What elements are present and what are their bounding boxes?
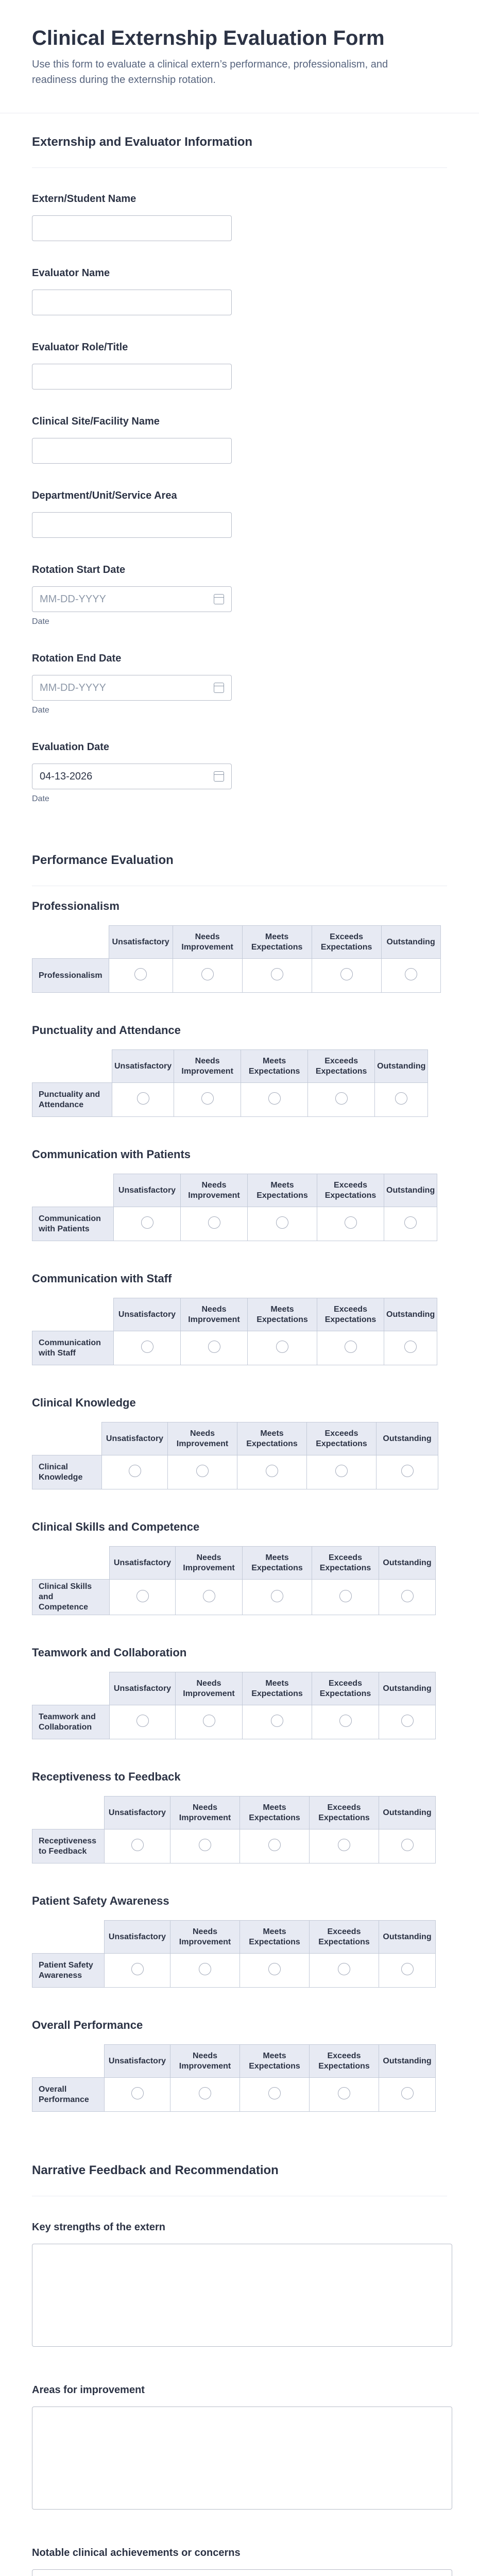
matrix-cell — [109, 959, 173, 993]
matrix-column-header: Outstanding — [375, 1050, 428, 1083]
textarea-field — [32, 2534, 447, 2576]
date-input[interactable] — [32, 764, 232, 789]
matrix-label: Clinical Knowledge — [32, 1396, 136, 1409]
matrix-cell — [170, 2078, 240, 2112]
matrix-cell — [384, 1331, 437, 1365]
matrix-cell — [114, 1331, 181, 1365]
text-input[interactable] — [32, 438, 232, 464]
matrix-label: Receptiveness to Feedback — [32, 1770, 181, 1783]
matrix-cell — [375, 1083, 428, 1117]
matrix-cell — [110, 1580, 176, 1615]
rating-radio[interactable] — [196, 1465, 209, 1477]
field-label: Rotation Start Date — [32, 564, 126, 575]
matrix-cell — [312, 1705, 379, 1739]
matrix-cell — [181, 1207, 248, 1241]
section-title: Performance Evaluation — [32, 832, 447, 886]
section-extern-info — [0, 113, 479, 804]
matrix-cell — [308, 1083, 375, 1117]
matrix-corner — [32, 1422, 102, 1455]
matrix-column-header: Exceeds Expectations — [312, 926, 381, 959]
matrix-cell — [312, 959, 381, 993]
matrix-corner — [32, 926, 109, 959]
rating-matrix — [32, 1147, 447, 1241]
section-performance — [0, 832, 479, 2112]
matrix-column-header: Unsatisfactory — [112, 1050, 174, 1083]
matrix-column-header: Unsatisfactory — [109, 926, 173, 959]
rating-radio[interactable] — [203, 1715, 215, 1727]
rating-radio[interactable] — [401, 1839, 414, 1851]
matrix-cell — [114, 1207, 181, 1241]
rating-radio[interactable] — [338, 1839, 350, 1851]
rating-radio[interactable] — [268, 1092, 281, 1105]
matrix-cell — [310, 1954, 379, 1988]
rating-radio[interactable] — [276, 1341, 288, 1353]
field-label: Clinical Site/Facility Name — [32, 416, 160, 427]
text-input[interactable] — [32, 512, 232, 538]
matrix-column-header: Meets Expectations — [242, 926, 312, 959]
rating-radio[interactable] — [134, 968, 147, 980]
matrix-row-label: Clinical Skills and Competence — [32, 1580, 110, 1615]
feedback-textarea[interactable] — [32, 2569, 452, 2576]
matrix-cell — [105, 2078, 170, 2112]
rating-radio[interactable] — [339, 1715, 352, 1727]
form-description: Use this form to evaluate a clinical extern’s performance, professionalism, and readiness during the externship rotation. — [32, 59, 388, 86]
date-input[interactable] — [32, 586, 232, 612]
matrix-cell — [240, 1829, 310, 1863]
form-title: Clinical Externship Evaluation Form — [32, 27, 385, 49]
rating-radio[interactable] — [266, 1465, 278, 1477]
matrix-cell — [317, 1331, 384, 1365]
matrix-cell — [379, 1580, 436, 1615]
matrix-column-header: Needs Improvement — [181, 1174, 248, 1207]
matrix-cell — [312, 1580, 379, 1615]
matrix-cell — [105, 1954, 170, 1988]
rating-radio[interactable] — [338, 1963, 350, 1975]
matrix-cell — [243, 1705, 312, 1739]
rating-radio[interactable] — [199, 2087, 211, 2099]
matrix-cell — [176, 1705, 243, 1739]
matrix-column-header: Meets Expectations — [243, 1672, 312, 1705]
matrix-column-header: Meets Expectations — [243, 1547, 312, 1580]
matrix-cell — [379, 1954, 436, 1988]
date-value: 04-13-2026 — [40, 770, 93, 782]
matrix-cell — [307, 1455, 377, 1489]
matrix-cell — [102, 1455, 168, 1489]
matrix-table — [32, 1298, 437, 1365]
matrix-column-header: Needs Improvement — [168, 1422, 237, 1455]
matrix-cell — [174, 1083, 241, 1117]
matrix-column-header: Exceeds Expectations — [307, 1422, 377, 1455]
matrix-row-label: Overall Performance — [32, 2078, 105, 2112]
section-title: Externship and Evaluator Information — [32, 113, 447, 168]
matrix-column-header: Exceeds Expectations — [310, 1921, 379, 1954]
rating-matrix — [32, 1395, 447, 1489]
matrix-cell — [248, 1207, 317, 1241]
matrix-cell — [242, 959, 312, 993]
matrix-column-header: Exceeds Expectations — [317, 1298, 384, 1331]
rating-radio[interactable] — [268, 1963, 281, 1975]
matrix-column-header: Meets Expectations — [241, 1050, 308, 1083]
matrix-table — [32, 1672, 436, 1739]
matrix-column-header: Exceeds Expectations — [308, 1050, 375, 1083]
matrix-cell — [105, 1829, 170, 1863]
matrix-column-header: Needs Improvement — [181, 1298, 248, 1331]
rating-matrix — [32, 1271, 447, 1365]
matrix-column-header: Exceeds Expectations — [310, 2045, 379, 2078]
rating-matrix — [32, 1893, 447, 1988]
rating-matrix — [32, 1769, 447, 1863]
calendar-icon[interactable] — [214, 594, 224, 604]
matrix-corner — [32, 2045, 105, 2078]
date-field — [32, 640, 447, 715]
calendar-icon[interactable] — [214, 683, 224, 693]
matrix-cell — [310, 2078, 379, 2112]
matrix-column-header: Outstanding — [379, 1672, 436, 1705]
matrix-cell — [243, 1580, 312, 1615]
matrix-column-header: Meets Expectations — [248, 1298, 317, 1331]
field-label: Evaluation Date — [32, 741, 110, 753]
matrix-column-header: Unsatisfactory — [114, 1174, 181, 1207]
field-label: Areas for improvement — [32, 2384, 145, 2396]
matrix-label: Punctuality and Attendance — [32, 1024, 181, 1037]
textarea-field — [32, 2209, 447, 2347]
matrix-cell — [237, 1455, 307, 1489]
text-field — [32, 403, 447, 464]
matrix-column-header: Outstanding — [384, 1298, 437, 1331]
form-header — [0, 0, 479, 113]
rating-radio[interactable] — [141, 1341, 153, 1353]
rating-radio[interactable] — [208, 1216, 220, 1229]
matrix-column-header: Needs Improvement — [176, 1547, 243, 1580]
matrix-row-label: Communication with Staff — [32, 1331, 114, 1365]
matrix-row-label: Patient Safety Awareness — [32, 1954, 105, 1988]
matrix-corner — [32, 1298, 114, 1331]
field-label: Department/Unit/Service Area — [32, 490, 177, 501]
matrix-label: Communication with Patients — [32, 1148, 191, 1161]
field-label: Rotation End Date — [32, 653, 122, 664]
matrix-label: Teamwork and Collaboration — [32, 1646, 187, 1659]
text-input[interactable] — [32, 290, 232, 315]
matrix-label: Communication with Staff — [32, 1272, 172, 1285]
date-field — [32, 728, 447, 804]
rating-radio[interactable] — [401, 1715, 414, 1727]
section-title: Narrative Feedback and Recommendation — [32, 2142, 447, 2196]
rating-radio[interactable] — [335, 1465, 348, 1477]
text-input[interactable] — [32, 215, 232, 241]
matrix-row-label: Teamwork and Collaboration — [32, 1705, 110, 1739]
matrix-label: Patient Safety Awareness — [32, 1894, 169, 1907]
matrix-row-label: Communication with Patients — [32, 1207, 114, 1241]
rating-matrix — [32, 1023, 447, 1117]
matrix-cell — [310, 1829, 379, 1863]
matrix-column-header: Meets Expectations — [237, 1422, 307, 1455]
matrix-column-header: Unsatisfactory — [105, 2045, 170, 2078]
rating-radio[interactable] — [404, 1341, 417, 1353]
matrix-column-header: Outstanding — [379, 1797, 436, 1829]
rating-matrix — [32, 899, 447, 993]
field-label: Extern/Student Name — [32, 193, 136, 205]
matrix-column-header: Exceeds Expectations — [312, 1672, 379, 1705]
matrix-cell — [112, 1083, 174, 1117]
rating-radio[interactable] — [404, 1216, 417, 1229]
rating-radio[interactable] — [338, 2087, 350, 2099]
matrix-column-header: Outstanding — [379, 1921, 436, 1954]
calendar-icon[interactable] — [214, 771, 224, 782]
matrix-column-header: Meets Expectations — [240, 2045, 310, 2078]
text-field — [32, 329, 447, 389]
matrix-column-header: Outstanding — [379, 1547, 436, 1580]
rating-radio[interactable] — [345, 1216, 357, 1229]
rating-radio[interactable] — [199, 1839, 211, 1851]
rating-radio[interactable] — [340, 968, 353, 980]
matrix-table — [32, 1920, 436, 1988]
matrix-cell — [173, 959, 242, 993]
matrix-cell — [379, 1829, 436, 1863]
matrix-row-label: Professionalism — [32, 959, 109, 993]
matrix-label: Clinical Skills and Competence — [32, 1520, 200, 1533]
rating-radio[interactable] — [268, 1839, 281, 1851]
matrix-column-header: Needs Improvement — [173, 926, 242, 959]
rating-matrix — [32, 2018, 447, 2112]
matrix-table — [32, 1796, 436, 1863]
matrix-table — [32, 925, 441, 993]
date-placeholder: MM-DD-YYYY — [40, 593, 106, 605]
matrix-corner — [32, 1797, 105, 1829]
rating-radio[interactable] — [401, 1465, 414, 1477]
matrix-table — [32, 2044, 436, 2112]
matrix-corner — [32, 1547, 110, 1580]
date-placeholder: MM-DD-YYYY — [40, 682, 106, 693]
matrix-cell — [170, 1954, 240, 1988]
rating-matrix — [32, 1519, 447, 1615]
matrix-column-header: Unsatisfactory — [114, 1298, 181, 1331]
rating-radio[interactable] — [271, 968, 283, 980]
rating-radio[interactable] — [339, 1590, 352, 1602]
matrix-column-header: Unsatisfactory — [105, 1797, 170, 1829]
matrix-column-header: Exceeds Expectations — [310, 1797, 379, 1829]
matrix-cell — [240, 1954, 310, 1988]
matrix-column-header: Needs Improvement — [170, 1797, 240, 1829]
rating-radio[interactable] — [137, 1092, 149, 1105]
rating-radio[interactable] — [208, 1341, 220, 1353]
matrix-column-header: Unsatisfactory — [110, 1672, 176, 1705]
rating-radio[interactable] — [401, 1590, 414, 1602]
text-field — [32, 255, 447, 315]
rating-radio[interactable] — [268, 2087, 281, 2099]
field-label: Evaluator Role/Title — [32, 342, 128, 353]
rating-radio[interactable] — [141, 1216, 153, 1229]
field-label: Key strengths of the extern — [32, 2222, 165, 2233]
matrix-column-header: Outstanding — [381, 926, 440, 959]
matrix-cell — [181, 1331, 248, 1365]
matrix-column-header: Meets Expectations — [248, 1174, 317, 1207]
matrix-column-header: Meets Expectations — [240, 1921, 310, 1954]
date-field — [32, 551, 447, 626]
matrix-row-label: Clinical Knowledge — [32, 1455, 102, 1489]
rating-radio[interactable] — [201, 1092, 214, 1105]
date-sublabel: Date — [32, 617, 49, 626]
rating-radio[interactable] — [201, 968, 214, 980]
rating-radio[interactable] — [405, 968, 417, 980]
matrix-column-header: Unsatisfactory — [102, 1422, 168, 1455]
matrix-cell — [240, 2078, 310, 2112]
rating-radio[interactable] — [271, 1715, 283, 1727]
textarea-field — [32, 2371, 447, 2510]
feedback-textarea[interactable] — [32, 2244, 452, 2347]
rating-radio[interactable] — [131, 2087, 144, 2099]
rating-radio[interactable] — [345, 1341, 357, 1353]
matrix-cell — [384, 1207, 437, 1241]
text-field — [32, 477, 447, 538]
matrix-cell — [377, 1455, 438, 1489]
matrix-column-header: Unsatisfactory — [105, 1921, 170, 1954]
matrix-cell — [317, 1207, 384, 1241]
matrix-column-header: Needs Improvement — [170, 1921, 240, 1954]
matrix-column-header: Outstanding — [384, 1174, 437, 1207]
rating-radio[interactable] — [395, 1092, 407, 1105]
matrix-cell — [241, 1083, 308, 1117]
matrix-cell — [379, 1705, 436, 1739]
matrix-column-header: Unsatisfactory — [110, 1547, 176, 1580]
matrix-corner — [32, 1050, 112, 1083]
rating-radio[interactable] — [401, 2087, 414, 2099]
matrix-column-header: Needs Improvement — [176, 1672, 243, 1705]
date-sublabel: Date — [32, 794, 49, 803]
matrix-cell — [248, 1331, 317, 1365]
section-narrative — [0, 2142, 479, 2576]
date-input[interactable] — [32, 675, 232, 701]
matrix-column-header: Exceeds Expectations — [317, 1174, 384, 1207]
matrix-column-header: Outstanding — [377, 1422, 438, 1455]
rating-radio[interactable] — [401, 1963, 414, 1975]
text-field — [32, 180, 447, 241]
text-input[interactable] — [32, 364, 232, 389]
rating-radio[interactable] — [136, 1590, 149, 1602]
rating-radio[interactable] — [276, 1216, 288, 1229]
matrix-column-header: Outstanding — [379, 2045, 436, 2078]
matrix-cell — [110, 1705, 176, 1739]
field-label: Evaluator Name — [32, 267, 110, 279]
matrix-column-header: Needs Improvement — [170, 2045, 240, 2078]
rating-radio[interactable] — [199, 1963, 211, 1975]
matrix-cell — [379, 2078, 436, 2112]
matrix-column-header: Needs Improvement — [174, 1050, 241, 1083]
matrix-label: Overall Performance — [32, 2019, 143, 2031]
rating-radio[interactable] — [271, 1590, 283, 1602]
matrix-cell — [176, 1580, 243, 1615]
rating-radio[interactable] — [136, 1715, 149, 1727]
matrix-cell — [170, 1829, 240, 1863]
rating-radio[interactable] — [203, 1590, 215, 1602]
matrix-corner — [32, 1174, 114, 1207]
matrix-column-header: Meets Expectations — [240, 1797, 310, 1829]
rating-matrix — [32, 1645, 447, 1739]
matrix-corner — [32, 1672, 110, 1705]
rating-radio[interactable] — [129, 1465, 141, 1477]
rating-radio[interactable] — [131, 1839, 144, 1851]
rating-radio[interactable] — [131, 1963, 144, 1975]
matrix-corner — [32, 1921, 105, 1954]
rating-radio[interactable] — [335, 1092, 348, 1105]
matrix-column-header: Exceeds Expectations — [312, 1547, 379, 1580]
matrix-table — [32, 1546, 436, 1615]
matrix-row-label: Receptiveness to Feedback — [32, 1829, 105, 1863]
matrix-cell — [168, 1455, 237, 1489]
matrix-cell — [381, 959, 440, 993]
field-label: Notable clinical achievements or concerns — [32, 2547, 241, 2558]
matrix-table — [32, 1174, 437, 1241]
matrix-label: Professionalism — [32, 900, 119, 912]
date-sublabel: Date — [32, 706, 49, 715]
matrix-table — [32, 1422, 438, 1489]
matrix-row-label: Punctuality and Attendance — [32, 1083, 112, 1117]
matrix-table — [32, 1049, 428, 1117]
feedback-textarea[interactable] — [32, 2406, 452, 2510]
